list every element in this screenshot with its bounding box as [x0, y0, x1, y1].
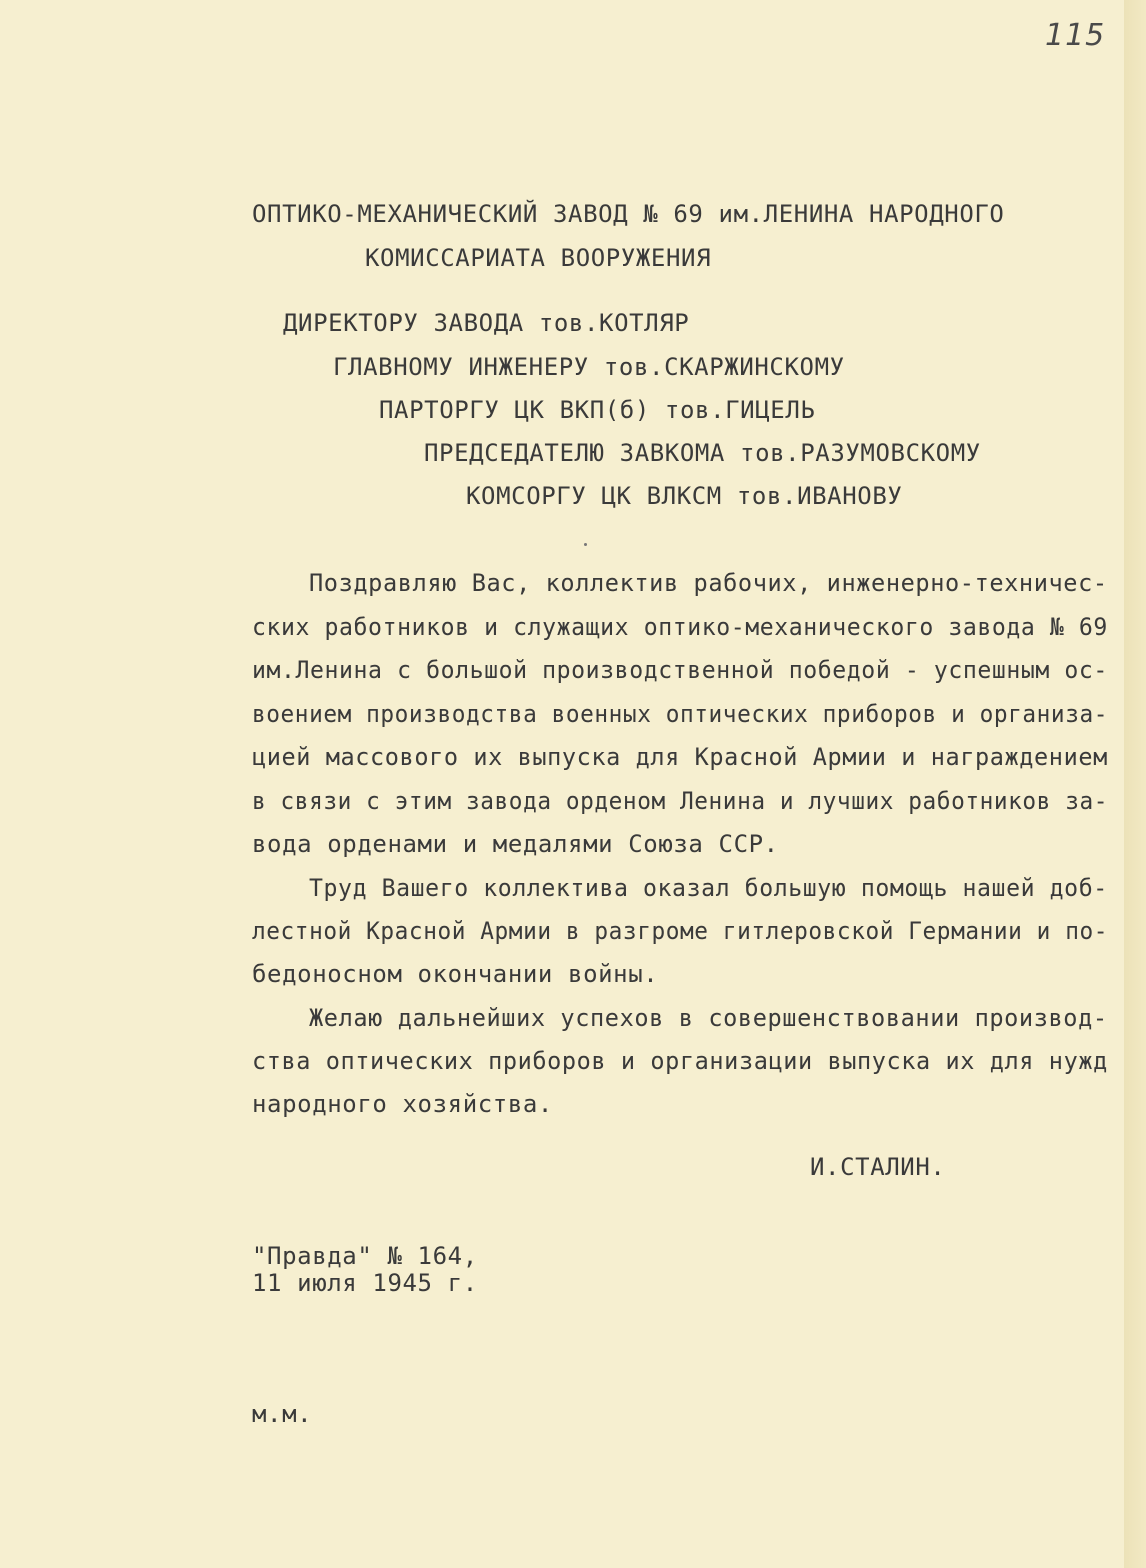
signature: И.СТАЛИН.: [810, 1153, 946, 1181]
body-p1-line-3: им.Ленина с большой производственной победой - успешным ос-: [252, 656, 1108, 684]
body-p3-line-3: народного хозяйства.: [252, 1090, 553, 1118]
addressee-chief-engineer: ГЛАВНОМУ ИНЖЕНЕРУ тов.СКАРЖИНСКОМУ: [333, 353, 845, 381]
folio-number: 115: [1045, 18, 1106, 53]
addressee-party-organizer: ПАРТОРГУ ЦК ВКП(б) тов.ГИЦЕЛЬ: [379, 396, 816, 424]
body-p3-line-2: ства оптических приборов и организации выпуска их для нужд: [252, 1047, 1108, 1075]
body-p1-line-6: в связи с этим завода орденом Ленина и лучших работников за-: [252, 787, 1108, 815]
body-p3-line-1: Желаю дальнейших успехов в совершенствовании производ-: [309, 1004, 1108, 1032]
source-date: 11 июля 1945 г.: [252, 1269, 478, 1297]
body-p2-line-3: бедоносном окончании войны.: [252, 960, 659, 988]
body-p2-line-1: Труд Вашего коллектива оказал большую помощь нашей доб-: [309, 874, 1108, 902]
typist-initials: м.м.: [252, 1400, 313, 1428]
addressee-director: ДИРЕКТОРУ ЗАВОДА тов.КОТЛЯР: [283, 309, 690, 337]
addressee-union-chairman: ПРЕДСЕДАТЕЛЮ ЗАВКОМА тов.РАЗУМОВСКОМУ: [424, 439, 981, 467]
stray-mark: [584, 543, 587, 546]
body-p2-line-2: лестной Красной Армии в разгроме гитлеровской Германии и по-: [252, 917, 1108, 945]
body-p1-line-5: цией массового их выпуска для Красной Армии и награждением: [252, 743, 1108, 771]
body-p1-line-7: вода орденами и медалями Союза ССР.: [252, 830, 779, 858]
page-edge: [1124, 0, 1146, 1568]
body-p1-line-4: воением производства военных оптических приборов и организа-: [252, 700, 1108, 728]
body-p1-line-1: Поздравляю Вас, коллектив рабочих, инженерно-техничес-: [309, 569, 1108, 597]
addressee-komsomol-organizer: КОМСОРГУ ЦК ВЛКСМ тов.ИВАНОВУ: [466, 482, 903, 510]
body-p1-line-2: ских работников и служащих оптико-механического завода № 69: [252, 613, 1108, 641]
heading-line-2: КОМИССАРИАТА ВООРУЖЕНИЯ: [365, 244, 712, 272]
source-newspaper: "Правда" № 164,: [252, 1242, 478, 1270]
heading-line-1: ОПТИКО-МЕХАНИЧЕСКИЙ ЗАВОД № 69 им.ЛЕНИНА НАРОДНОГО: [252, 200, 1005, 228]
